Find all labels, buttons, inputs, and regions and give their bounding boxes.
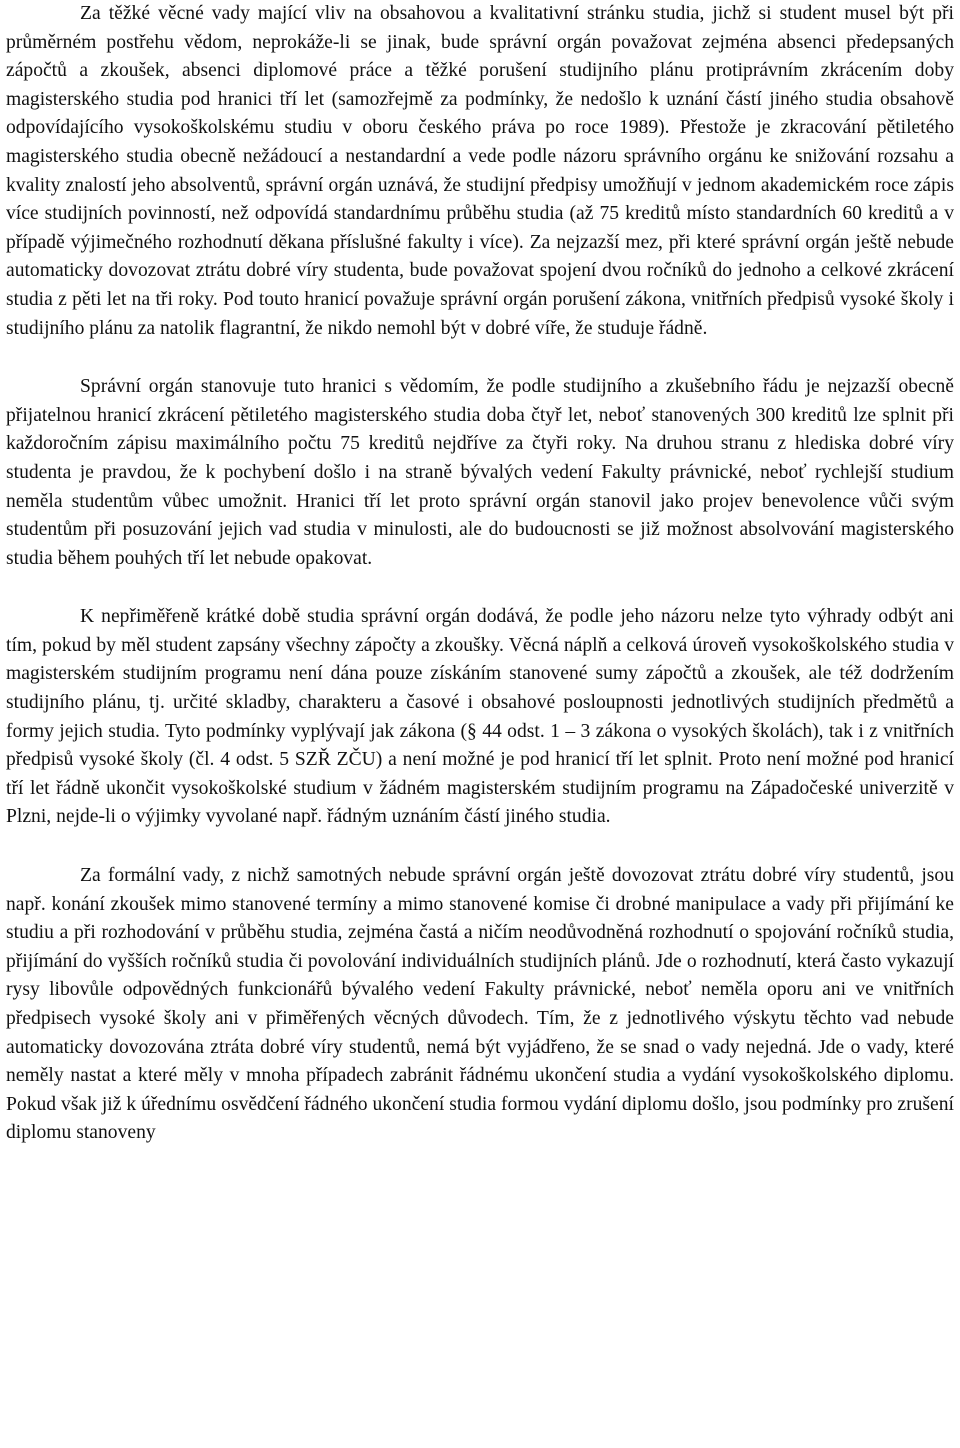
paragraph-formal-defects: Za formální vady, z nichž samotných nebude správní orgán ještě dovozovat ztrátu dobré víry studentů, jsou např. konání zkoušek mimo stanovené termíny a mimo stanovené komise či drobné manipulace a vady při přijímání ke studiu a při rozhodování v průběhu studia, zejména častá a ničím neodůvodněná rozhodnutí o spojování ročníků studia, přijímání do vyšších ročníků studia či povolování individuálních studijních plánů. Jde o rozhodnutí, která často vykazují rysy libovůle odpovědných funkcionářů bývalého vedení Fakulty právnické, neboť neměla oporu ani ve vnitřních předpisech vysoké školy ani v přiměřených věcných důvodech. Tím, že z jednotlivého výskytu těchto vad nebude automaticky dovozována ztráta dobré víry studentů, nemá být vyjádřeno, že se snad o vady nejedná. Jde o vady, které neměly nastat a které měly v mnoha případech zabránit řádnému ukončení studia a vydání vysokoškolského diplomu. Pokud však již k úřednímu osvědčení řádného ukončení studia formou vydání diplomu došlo, jsou podmínky pro zrušení diplomu stanoveny: [6, 865, 954, 1144]
paragraph-three-year-limit: Správní orgán stanovuje tuto hranici s vědomím, že podle studijního a zkušebního řádu je nejzazší obecně přijatelnou hranicí zkrácení pětiletého magisterského studia doba čtyř let, neboť stanovených 300 kreditů lze splnit při každoročním zápisu maximálního počtu 75 kreditů nejdříve za čtyři roky. Na druhou stranu z hlediska dobré víry studenta je pravdou, že k pochybení došlo i na straně bývalých vedení Fakulty právnické, neboť rychlejší studium neměla studentům vůbec umožnit. Hranici tří let proto správní orgán stanovil jako projev benevolence vůči svým studentům při posuzování jejich vad studia v minulosti, ale do budoucnosti se již možnost absolvování magisterského studia během pouhých tří let nebude opakovat.: [6, 376, 954, 569]
document-page: [6, 0, 954, 1148]
paragraph-gap: [6, 573, 954, 603]
paragraph-gap: [6, 832, 954, 862]
paragraph-gap: [6, 343, 954, 373]
paragraph-hard-defects: Za těžké věcné vady mající vliv na obsahovou a kvalitativní stránku studia, jichž si student musel být při průměrném postřehu vědom, neprokáže-li se jinak, bude správní orgán považovat zejména absenci předepsaných zápočtů a zkoušek, absenci diplomové práce a těžké porušení studijního plánu protiprávním zkrácením doby magisterského studia pod hranici tří let (samozřejmě za podmínky, že nedošlo k uznání částí jiného studia obsahově odpovídajícího vysokoškolskému studiu v oboru českého práva po roce 1989). Přestože je zkracování pětiletého magisterského studia obecně nežádoucí a nestandardní a vede podle názoru správního orgánu ke snižování rozsahu a kvality znalostí jeho absolventů, správní orgán uznává, že studijní předpisy umožňují v jednom akademickém roce zápis více studijních povinností, než odpovídá standardnímu průběhu studia (až 75 kreditů místo standardních 60 kreditů a v případě výjimečného rozhodnutí děkana příslušné fakulty i více). Za nejzazší mez, při které správní orgán ještě nebude automaticky dovozovat ztrátu dobré víry studenta, bude považovat spojení dvou ročníků do jednoho a celkové zkrácení studia z pěti let na tři roky. Pod touto hranicí považuje správní orgán porušení zákona, vnitřních předpisů vysoké školy i studijního plánu za natolik flagrantní, že nikdo nemohl být v dobré víře, že studuje řádně.: [6, 3, 954, 339]
paragraph-short-study: K nepřiměřeně krátké době studia správní orgán dodává, že podle jeho názoru nelze tyto výhrady odbýt ani tím, pokud by měl student zapsány všechny zápočty a zkoušky. Věcná náplň a celková úroveň vysokoškolského studia v magisterském studijním programu není dána pouze získáním stanovené sumy zápočtů a zkoušek, ale též dodržením studijního plánu, tj. určité skladby, charakteru a časové i obsahové posloupnosti jednotlivých studijních předmětů a formy jejich studia. Tyto podmínky vyplývají jak zákona (§ 44 odst. 1 – 3 zákona o vysokých školách), tak i z vnitřních předpisů vysoké školy (čl. 4 odst. 5 SZŘ ZČU) a není možné je pod hranicí tří let splnit. Proto není možné pod hranicí tří let řádně ukončit vysokoškolské studium v žádném magisterském studijním programu na Západočeské univerzitě v Plzni, nejde-li o výjimky vyvolané např. řádným uznáním částí jiného studia.: [6, 606, 954, 828]
